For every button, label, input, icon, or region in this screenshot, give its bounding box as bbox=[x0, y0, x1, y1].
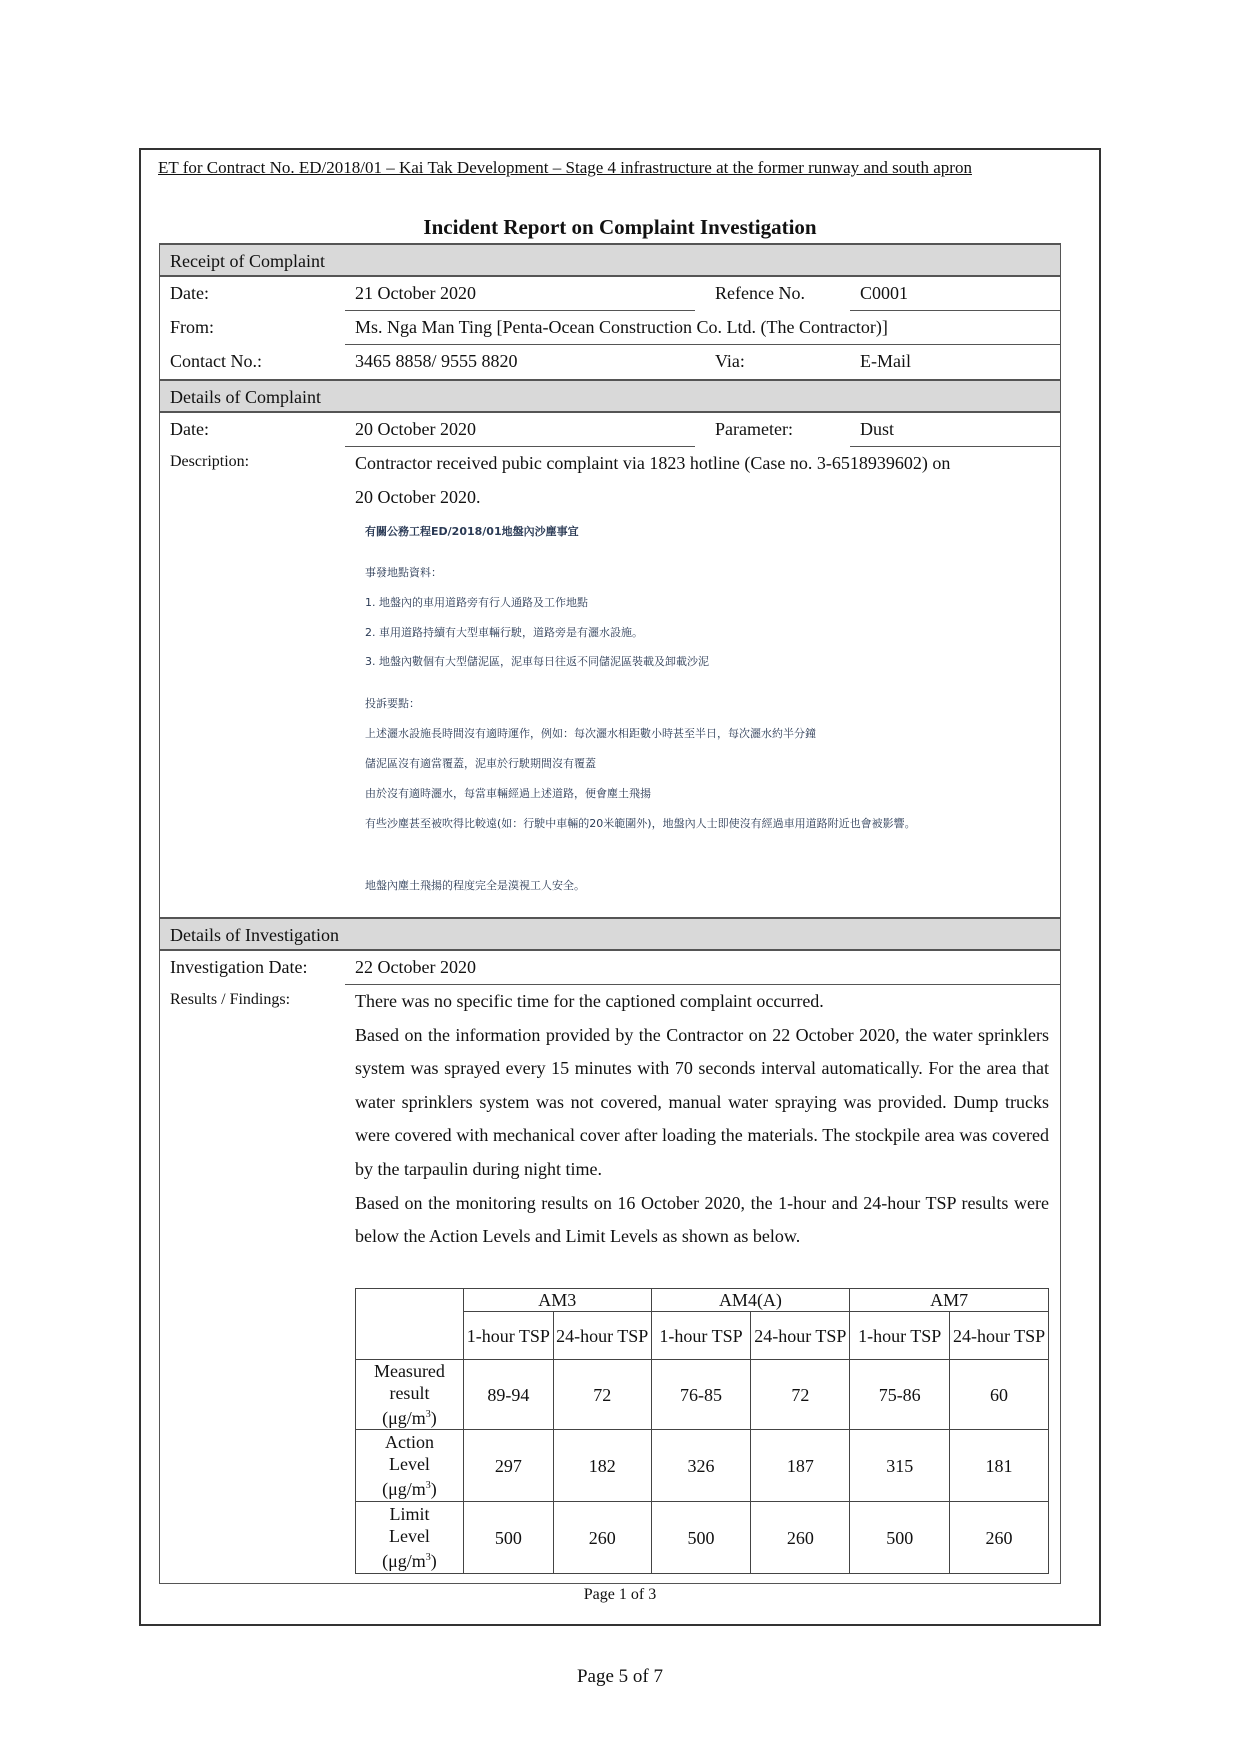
chinese-line: 地盤內塵土飛揚的程度完全是漠視工人安全。 bbox=[365, 879, 585, 892]
receipt-date: 21 October 2020 bbox=[355, 283, 476, 303]
sub-header: 1-hour TSP bbox=[850, 1312, 950, 1360]
sub-header: 1-hour TSP bbox=[463, 1312, 553, 1360]
from-value: Ms. Nga Man Ting [Penta-Ocean Construction Co. Ltd. (The Contractor)] bbox=[355, 317, 888, 337]
sub-header: 24-hour TSP bbox=[751, 1312, 850, 1360]
description-block bbox=[159, 447, 1061, 917]
chinese-line: 事發地點資料： bbox=[365, 566, 442, 579]
investigation-date-label: Investigation Date: bbox=[170, 957, 308, 977]
table-cell: 260 bbox=[751, 1502, 850, 1574]
contact-value: 3465 8858/ 9555 8820 bbox=[355, 351, 518, 371]
contract-header: ET for Contract No. ED/2018/01 – Kai Tak Development – Stage 4 infrastructure at the former runway and south apron bbox=[158, 158, 972, 177]
table-cell: 500 bbox=[463, 1502, 553, 1574]
sub-header: 24-hour TSP bbox=[950, 1312, 1049, 1360]
row-label: Action Level $(\mu g/m^3)$ bbox=[356, 1430, 464, 1502]
chinese-line: 儲泥區沒有適當覆蓋，泥車於行駛期間沒有覆蓋 bbox=[365, 757, 596, 770]
sub-header: 1-hour TSP bbox=[651, 1312, 751, 1360]
table-cell: 187 bbox=[751, 1430, 850, 1502]
table-row bbox=[356, 1430, 1049, 1502]
complaint-date: 20 October 2020 bbox=[355, 419, 476, 439]
table-cell: 326 bbox=[651, 1430, 751, 1502]
ref-number: C0001 bbox=[860, 283, 909, 303]
tsp-results-table bbox=[355, 1288, 1049, 1574]
ref-label: Refence No. bbox=[715, 283, 805, 303]
description-label: Description: bbox=[170, 453, 250, 470]
complaint-form bbox=[159, 243, 1061, 1584]
findings-block bbox=[159, 985, 1061, 1584]
table-cell: 500 bbox=[850, 1502, 950, 1574]
outer-page-number: Page 5 of 7 bbox=[576, 1666, 663, 1687]
inner-page-number: Page 1 of 3 bbox=[583, 1586, 657, 1603]
results-label: Results / Findings: bbox=[170, 991, 291, 1008]
station-header: AM7 bbox=[850, 1289, 1049, 1312]
station-header: AM3 bbox=[463, 1289, 651, 1312]
chinese-line: 2. 車用道路持續有大型車輛行駛，道路旁是有灑水設施。 bbox=[365, 626, 643, 639]
table-cell: 76-85 bbox=[651, 1360, 751, 1430]
table-corner bbox=[356, 1289, 464, 1360]
table-cell: 60 bbox=[950, 1360, 1049, 1430]
sub-header: 24-hour TSP bbox=[553, 1312, 651, 1360]
details-date-row bbox=[159, 413, 1061, 447]
row-label: Limit Level $(\mu g/m^3)$ bbox=[356, 1502, 464, 1574]
table-cell: 260 bbox=[950, 1502, 1049, 1574]
chinese-line: 由於沒有適時灑水，每當車輛經過上述道路，便會塵土飛揚 bbox=[365, 787, 651, 800]
chinese-line: 有些沙塵甚至被吹得比較遠(如：行駛中車輛的20米範圍外)，地盤內人士即使沒有經過車用道路附近也會被影響。 bbox=[365, 817, 916, 830]
row-label: Measured result $(\mu g/m^3)$ bbox=[356, 1360, 464, 1430]
investigation-date-row bbox=[159, 951, 1061, 985]
report-title: Incident Report on Complaint Investigation bbox=[423, 215, 817, 239]
table-cell: 181 bbox=[950, 1430, 1049, 1502]
finding-p3: Based on the monitoring results on 16 October 2020, the 1-hour and 24-hour TSP results were below the Action Levels and Limit Levels as shown as below. bbox=[355, 1192, 1049, 1247]
from-label: From: bbox=[170, 317, 215, 337]
chinese-line: 投訴要點： bbox=[365, 697, 420, 710]
table-cell: 297 bbox=[463, 1430, 553, 1502]
receipt-contact-row bbox=[159, 345, 1061, 379]
table-cell: 72 bbox=[751, 1360, 850, 1430]
table-cell: 75-86 bbox=[850, 1360, 950, 1430]
receipt-date-row bbox=[159, 277, 1061, 311]
complaint-date-label: Date: bbox=[170, 419, 209, 439]
table-cell: 72 bbox=[553, 1360, 651, 1430]
chinese-line: 有關公務工程ED/2018/01地盤內沙塵事宜 bbox=[365, 525, 579, 538]
table-row bbox=[356, 1360, 1049, 1430]
section-investigation: Details of Investigation bbox=[159, 917, 1061, 951]
table-cell: 500 bbox=[651, 1502, 751, 1574]
parameter-value: Dust bbox=[860, 419, 895, 439]
chinese-line: 3. 地盤內數個有大型儲泥區，泥車每日往返不同儲泥區裝載及卸載沙泥 bbox=[365, 655, 709, 668]
table-row bbox=[356, 1502, 1049, 1574]
table-cell: 89-94 bbox=[463, 1360, 553, 1430]
section-receipt: Receipt of Complaint bbox=[159, 243, 1061, 277]
investigation-date: 22 October 2020 bbox=[355, 957, 476, 977]
contact-label: Contact No.: bbox=[170, 351, 262, 371]
table-cell: 315 bbox=[850, 1430, 950, 1502]
date-label: Date: bbox=[170, 283, 209, 303]
section-details: Details of Complaint bbox=[159, 379, 1061, 413]
finding-p2: Based on the information provided by the Contractor on 22 October 2020, the water sprinklers system was sprayed every 15 minutes with 70 seconds interval automatically. For the area that water sprinklers system was not covered, manual water spraying was provided. Dump trucks were covered with mechanical cover after loading the materials. The stockpile area was covered by the tarpaulin during night time. bbox=[355, 1024, 1049, 1179]
receipt-from-row bbox=[159, 311, 1061, 345]
chinese-line: 上述灑水設施長時間沒有適時運作，例如：每次灑水相距數小時甚至半日，每次灑水約半分鐘 bbox=[365, 727, 816, 740]
via-label: Via: bbox=[715, 351, 745, 371]
parameter-label: Parameter: bbox=[715, 419, 793, 439]
report-frame bbox=[139, 148, 1101, 1626]
via-value: E-Mail bbox=[860, 351, 911, 371]
table-cell: 182 bbox=[553, 1430, 651, 1502]
finding-p1: There was no specific time for the captioned complaint occurred. bbox=[355, 991, 824, 1011]
findings-text bbox=[355, 985, 1049, 1254]
description-text: Contractor received pubic complaint via 1823 hotline (Case no. 3-6518939602) on 20 October 2020. bbox=[355, 453, 951, 507]
chinese-line: 1. 地盤內的車用道路旁有行人通路及工作地點 bbox=[365, 596, 588, 609]
station-header: AM4(A) bbox=[651, 1289, 850, 1312]
table-cell: 260 bbox=[553, 1502, 651, 1574]
